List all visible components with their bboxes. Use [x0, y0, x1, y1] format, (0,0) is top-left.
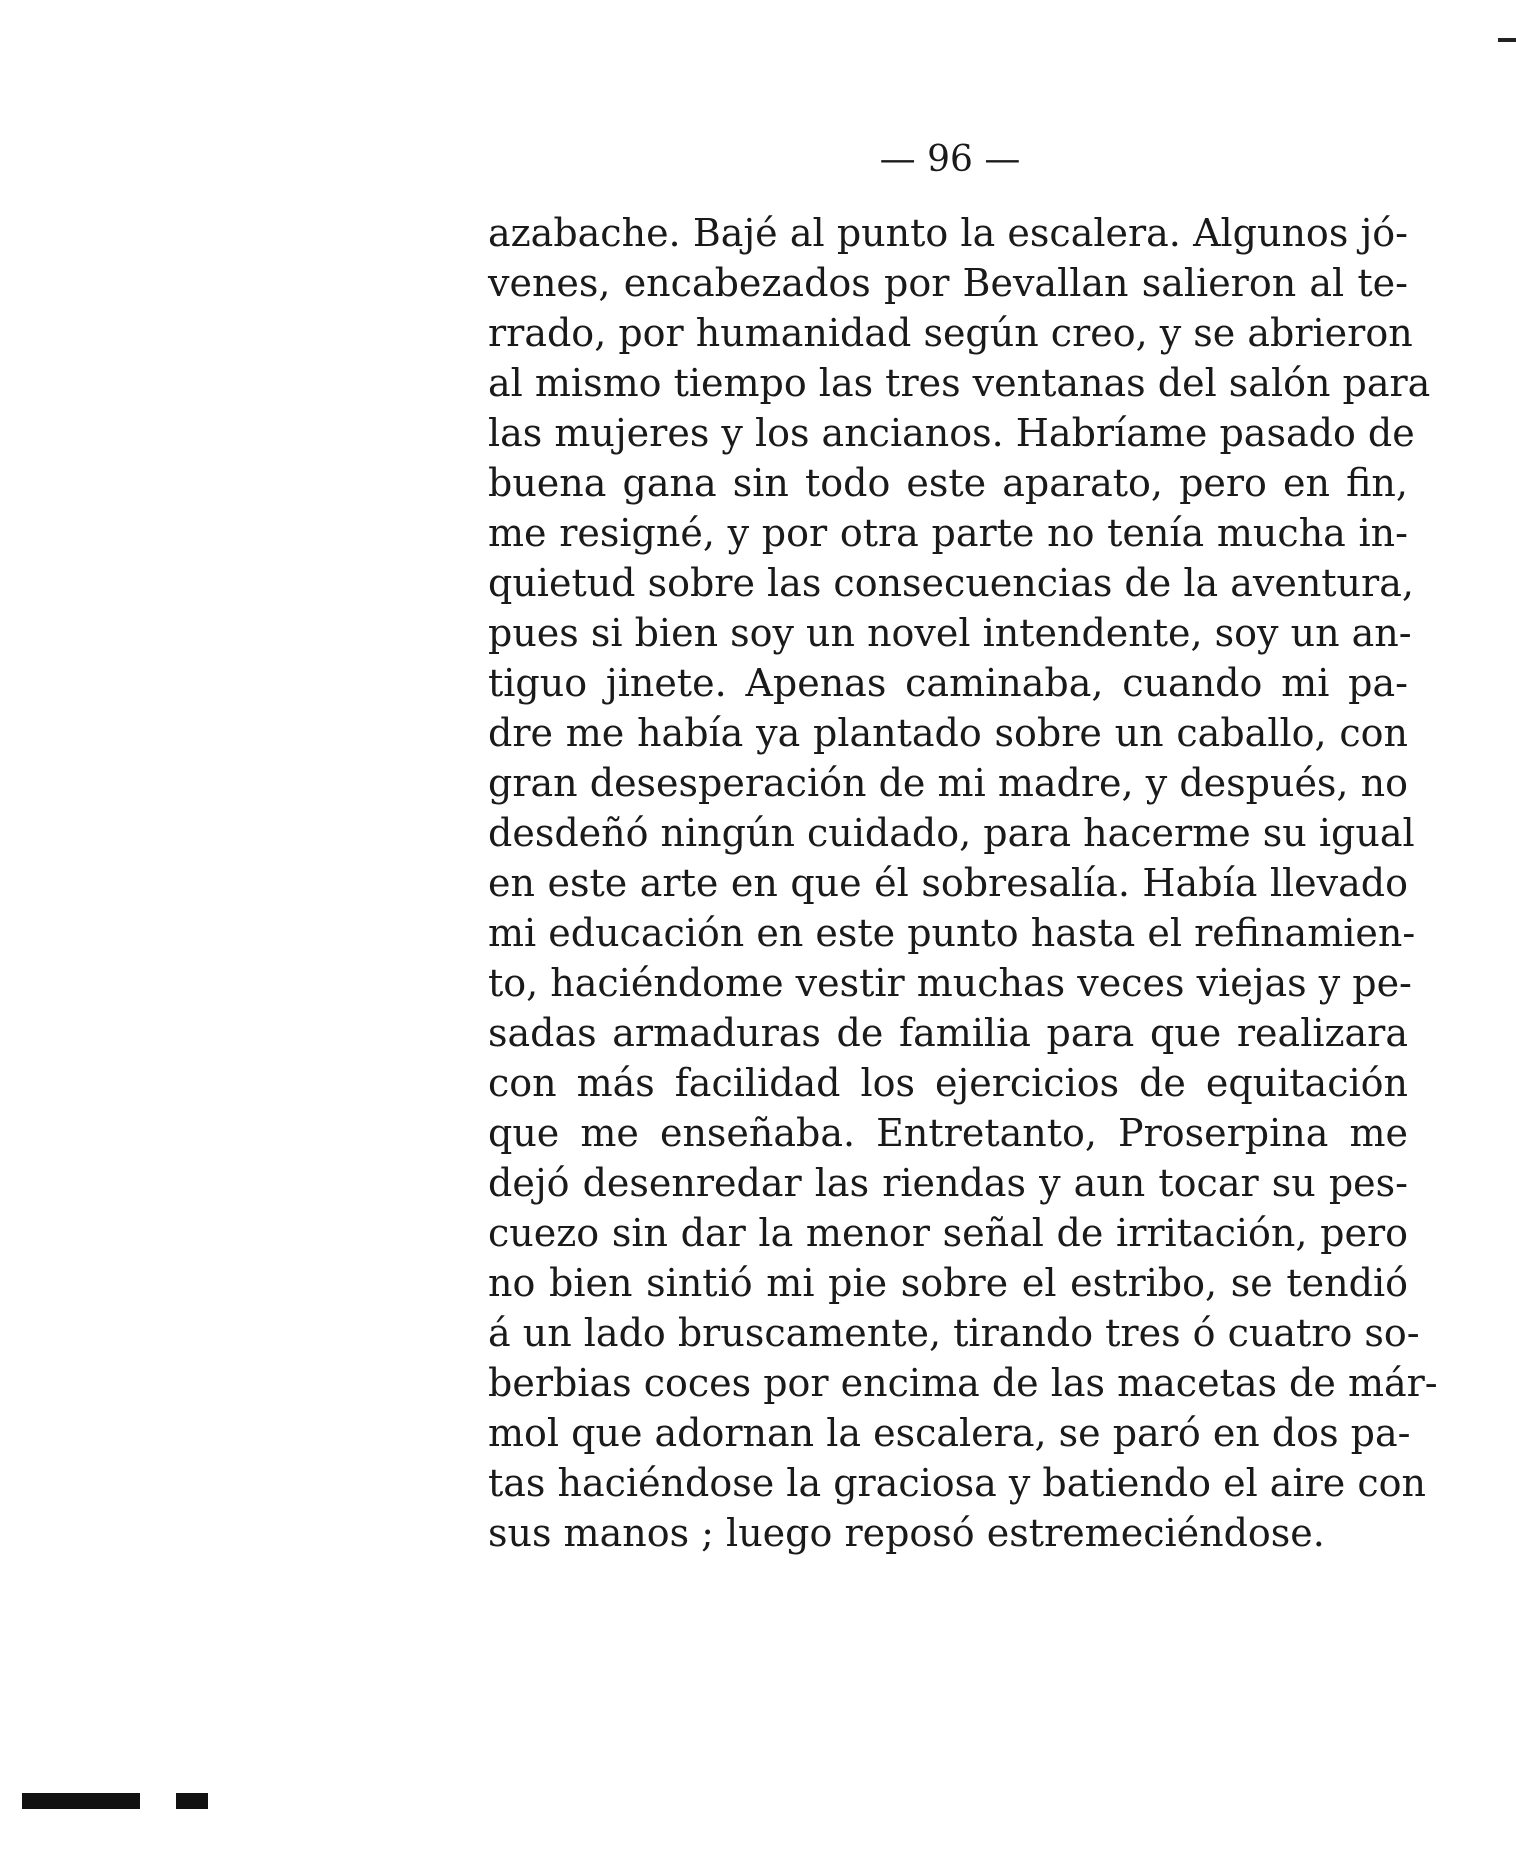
text-line: tas haciéndose la graciosa y batiendo el aire con — [488, 1461, 1426, 1505]
text-line: to, haciéndome vestir muchas veces viejas y pe- — [488, 961, 1412, 1005]
body-text — [488, 208, 1438, 1558]
text-line: dejó desenredar las riendas y aun tocar su pes- — [488, 1161, 1408, 1205]
text-line: rrado, por humanidad según creo, y se abrieron — [488, 311, 1413, 355]
text-line: pues si bien soy un novel intendente, soy un an- — [488, 611, 1412, 655]
text-line: buena gana sin todo este aparato, pero en fin, — [488, 461, 1408, 505]
text-line: quietud sobre las consecuencias de la aventura, — [488, 561, 1414, 605]
text-line: sadas armaduras de familia para que realizara — [488, 1011, 1408, 1055]
text-line: berbias coces por encima de las macetas de már- — [488, 1361, 1438, 1405]
text-line: las mujeres y los ancianos. Habríame pasado de — [488, 411, 1415, 455]
scan-artifact-bar — [22, 1793, 140, 1809]
text-line: desdeñó ningún cuidado, para hacerme su igual — [488, 811, 1415, 855]
text-line: cuezo sin dar la menor señal de irritación, pero — [488, 1211, 1408, 1255]
text-line: al mismo tiempo las tres ventanas del salón para — [488, 361, 1431, 405]
text-line: me resigné, y por otra parte no tenía mucha in- — [488, 511, 1408, 555]
text-line: que me enseñaba. Entretanto, Proserpina me — [488, 1111, 1408, 1155]
text-line: mol que adornan la escalera, se paró en dos pa- — [488, 1411, 1411, 1455]
text-line: sus manos ; luego reposó estremeciéndose. — [488, 1511, 1325, 1555]
text-line: con más facilidad los ejercicios de equitación — [488, 1061, 1408, 1105]
text-line: dre me había ya plantado sobre un caballo, con — [488, 711, 1408, 755]
text-line: mi educación en este punto hasta el refinamien- — [488, 911, 1416, 955]
text-line: no bien sintió mi pie sobre el estribo, se tendió — [488, 1261, 1408, 1305]
text-line: azabache. Bajé al punto la escalera. Algunos jó- — [488, 211, 1408, 255]
text-line: venes, encabezados por Bevallan salieron al te- — [488, 261, 1408, 305]
page-number: — 96 — — [879, 139, 1021, 180]
scan-corner-mark — [1498, 38, 1516, 42]
text-line: en este arte en que él sobresalía. Había llevado — [488, 861, 1408, 905]
scan-artifact-bar — [176, 1793, 208, 1809]
text-line: á un lado bruscamente, tirando tres ó cuatro so- — [488, 1311, 1420, 1355]
text-line: tiguo jinete. Apenas caminaba, cuando mi pa- — [488, 661, 1408, 705]
text-line: gran desesperación de mi madre, y después, no — [488, 761, 1408, 805]
